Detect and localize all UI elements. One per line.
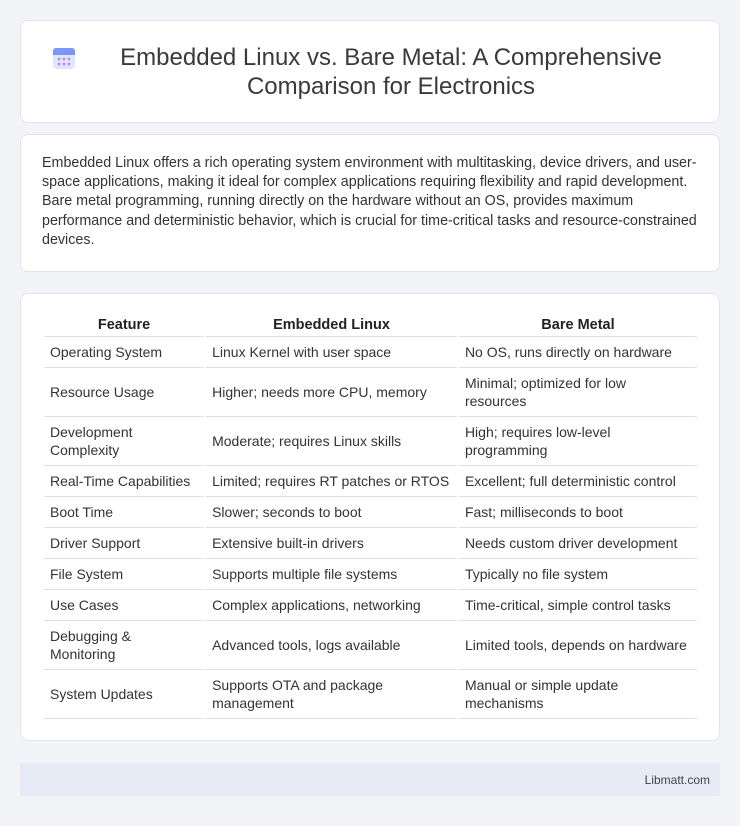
table-row bbox=[44, 466, 697, 497]
table-header-row bbox=[44, 313, 697, 337]
title-card bbox=[20, 20, 720, 123]
table-row bbox=[44, 559, 697, 590]
embedded-linux-cell: Supports OTA and package management bbox=[206, 670, 457, 719]
table-row bbox=[44, 670, 697, 719]
feature-cell: File System bbox=[44, 559, 204, 590]
header-bare-metal: Bare Metal bbox=[459, 313, 697, 337]
bare-metal-cell: Manual or simple update mechanisms bbox=[459, 670, 697, 719]
table-row bbox=[44, 590, 697, 621]
feature-cell: Operating System bbox=[44, 337, 204, 368]
embedded-linux-cell: Higher; needs more CPU, memory bbox=[206, 368, 457, 417]
bare-metal-cell: Time-critical, simple control tasks bbox=[459, 590, 697, 621]
bare-metal-cell: Excellent; full deterministic control bbox=[459, 466, 697, 497]
feature-cell: Boot Time bbox=[44, 497, 204, 528]
table-row bbox=[44, 337, 697, 368]
embedded-linux-cell: Slower; seconds to boot bbox=[206, 497, 457, 528]
table-row bbox=[44, 417, 697, 466]
table-row bbox=[44, 528, 697, 559]
bare-metal-cell: Needs custom driver development bbox=[459, 528, 697, 559]
header-embedded-linux: Embedded Linux bbox=[206, 313, 457, 337]
feature-cell: Resource Usage bbox=[44, 368, 204, 417]
title-row bbox=[21, 21, 719, 122]
table-row bbox=[44, 621, 697, 670]
feature-cell: Development Complexity bbox=[44, 417, 204, 466]
footer-brand[interactable]: Libmatt.com bbox=[644, 772, 710, 787]
feature-cell: System Updates bbox=[44, 670, 204, 719]
embedded-linux-cell: Linux Kernel with user space bbox=[206, 337, 457, 368]
feature-cell: Use Cases bbox=[44, 590, 204, 621]
feature-cell: Real-Time Capabilities bbox=[44, 466, 204, 497]
page-title: Embedded Linux vs. Bare Metal: A Comprehensive Comparison for Electronics bbox=[120, 43, 662, 100]
intro-card bbox=[20, 134, 720, 272]
intro-paragraph: Embedded Linux offers a rich operating system environment with multitasking, device drivers, and user-space applications, making it ideal for complex applications requiring flexibility and rapid development. Bare metal programming, running directly on the hardware without an OS, provides maximum performance and deterministic behavior, which is crucial for time-critical tasks and resource-constrained devices. bbox=[42, 155, 697, 248]
table-row bbox=[44, 368, 697, 417]
feature-cell: Debugging & Monitoring bbox=[44, 621, 204, 670]
footer bbox=[20, 763, 720, 796]
comparison-card bbox=[20, 293, 720, 741]
bare-metal-cell: Minimal; optimized for low resources bbox=[459, 368, 697, 417]
bare-metal-cell: High; requires low-level programming bbox=[459, 417, 697, 466]
bare-metal-cell: Fast; milliseconds to boot bbox=[459, 497, 697, 528]
embedded-linux-cell: Limited; requires RT patches or RTOS bbox=[206, 466, 457, 497]
embedded-linux-cell: Extensive built-in drivers bbox=[206, 528, 457, 559]
bare-metal-cell: No OS, runs directly on hardware bbox=[459, 337, 697, 368]
embedded-linux-cell: Complex applications, networking bbox=[206, 590, 457, 621]
header-feature: Feature bbox=[44, 313, 204, 337]
embedded-linux-cell: Moderate; requires Linux skills bbox=[206, 417, 457, 466]
comparison-table bbox=[42, 313, 699, 719]
calendar-icon bbox=[51, 45, 77, 71]
embedded-linux-cell: Advanced tools, logs available bbox=[206, 621, 457, 670]
embedded-linux-cell: Supports multiple file systems bbox=[206, 559, 457, 590]
bare-metal-cell: Limited tools, depends on hardware bbox=[459, 621, 697, 670]
table-row bbox=[44, 497, 697, 528]
bare-metal-cell: Typically no file system bbox=[459, 559, 697, 590]
feature-cell: Driver Support bbox=[44, 528, 204, 559]
